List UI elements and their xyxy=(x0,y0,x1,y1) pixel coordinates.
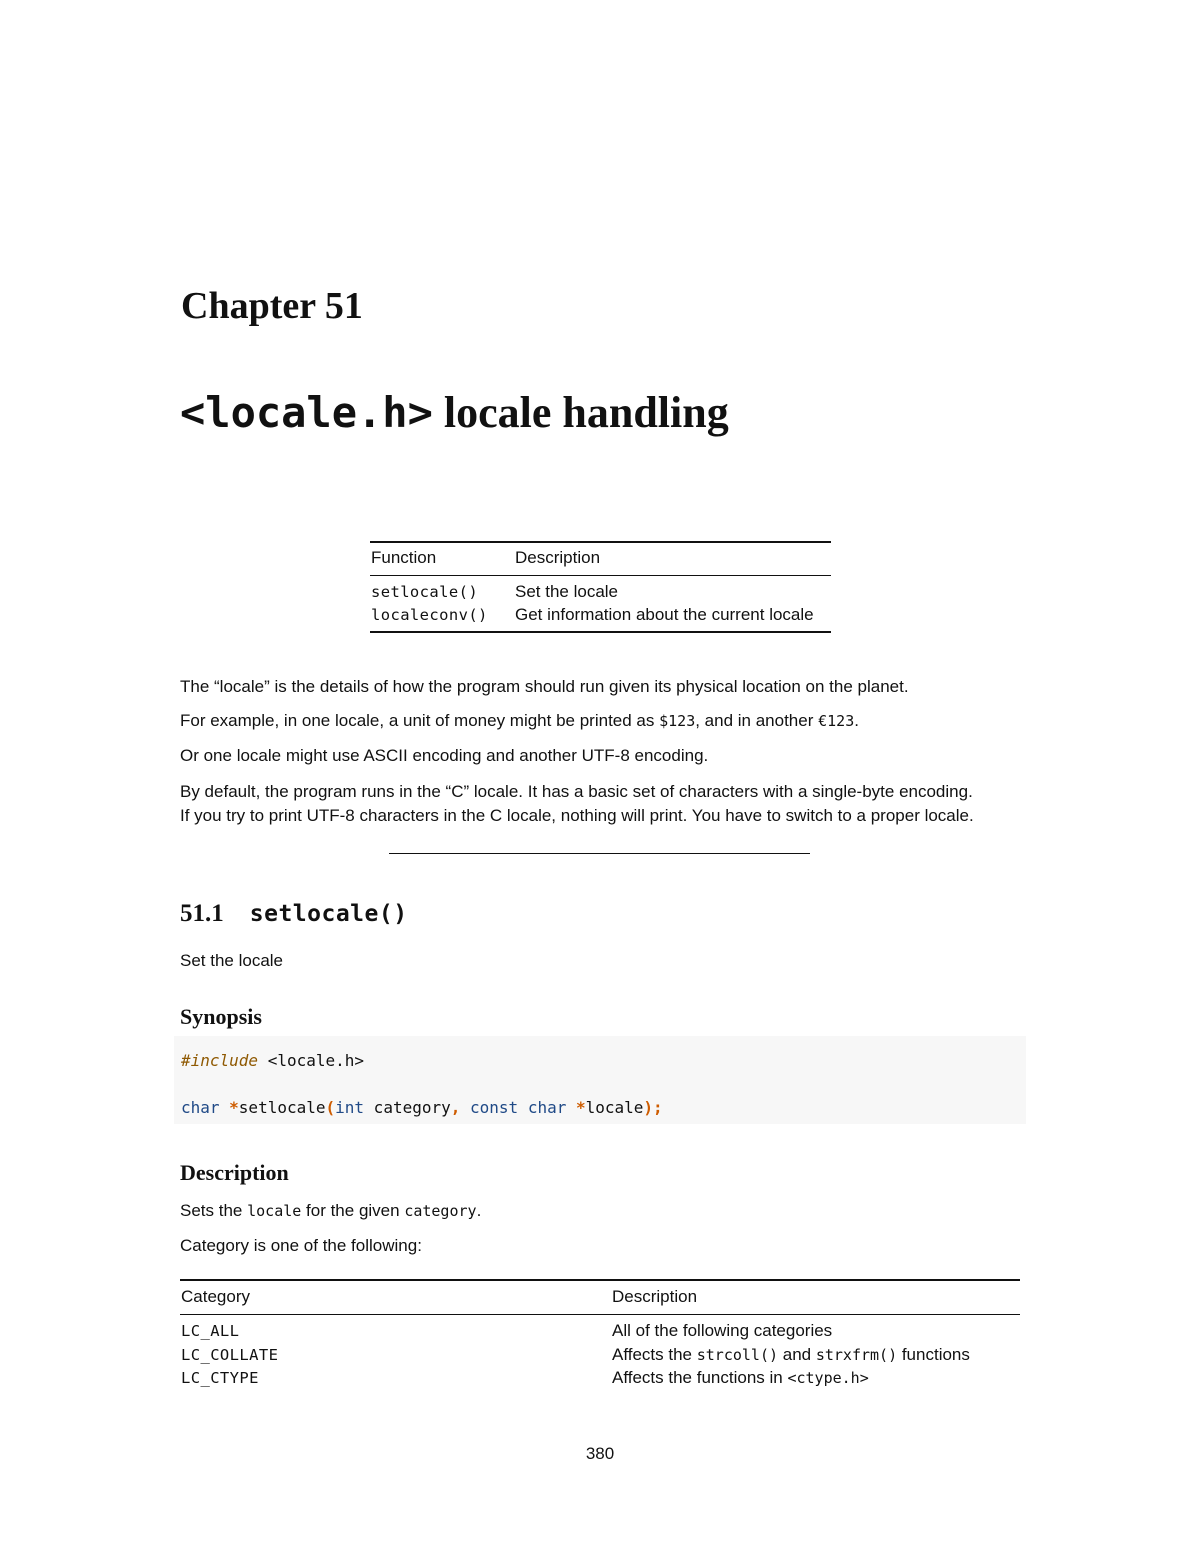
table-cell-category: LC_CTYPE xyxy=(181,1369,259,1387)
inline-code: $123 xyxy=(659,712,696,730)
table-cell-category: LC_ALL xyxy=(181,1322,240,1340)
text-span: functions xyxy=(897,1345,970,1364)
code-token: category xyxy=(364,1098,451,1117)
page-number: 380 xyxy=(585,1444,615,1463)
code-token: setlocale xyxy=(238,1098,326,1117)
section-function-name: setlocale() xyxy=(249,901,408,927)
code-line-prototype xyxy=(181,1097,663,1119)
code-token: ); xyxy=(643,1098,663,1117)
table-header-function: Function xyxy=(371,548,437,567)
table-cell-description xyxy=(612,1344,970,1366)
text-span: Affects the functions in xyxy=(612,1368,788,1387)
chapter-title-text: locale handling xyxy=(432,388,729,437)
code-token: char xyxy=(181,1098,220,1117)
code-token: int xyxy=(335,1098,365,1117)
table-cell-function: setlocale() xyxy=(371,583,479,601)
text-span: . xyxy=(854,711,859,730)
text-span: Affects the xyxy=(612,1345,697,1364)
section-separator xyxy=(389,853,810,854)
inline-code: strcoll() xyxy=(696,1346,779,1364)
intro-paragraph: The “locale” is the details of how the program should run given its physical location on the planet. xyxy=(180,677,909,696)
table-header-description: Description xyxy=(612,1287,698,1306)
text-span: Sets the xyxy=(180,1201,248,1220)
chapter-title-header: <locale.h> xyxy=(180,388,433,437)
table-header-rule xyxy=(370,575,831,576)
description-paragraph: Category is one of the following: xyxy=(180,1236,422,1255)
code-line-include xyxy=(181,1050,364,1072)
table-header-category: Category xyxy=(181,1287,250,1306)
code-token: ( xyxy=(325,1098,336,1117)
code-token: * xyxy=(219,1098,239,1117)
text-span: All of the following categories xyxy=(612,1321,833,1340)
inline-code: €123 xyxy=(818,712,855,730)
table-cell-function: localeconv() xyxy=(371,606,488,624)
intro-paragraph xyxy=(180,709,859,733)
text-span: and xyxy=(778,1345,816,1364)
text-span: , and in another xyxy=(695,711,819,730)
code-token: char xyxy=(518,1098,567,1117)
code-block xyxy=(174,1036,1026,1124)
text-span: for the given xyxy=(301,1201,405,1220)
description-paragraph xyxy=(180,1199,481,1223)
synopsis-heading: Synopsis xyxy=(180,1004,262,1029)
code-token: * xyxy=(566,1098,586,1117)
code-token: , xyxy=(450,1098,461,1117)
table-header-rule xyxy=(180,1314,1020,1315)
section-heading xyxy=(180,896,408,932)
inline-code: locale xyxy=(247,1202,302,1220)
table-cell-description: Get information about the current locale xyxy=(515,605,814,624)
table-cell-description: Set the locale xyxy=(515,582,619,601)
table-header-description: Description xyxy=(515,548,601,567)
table-top-rule xyxy=(370,541,831,543)
text-span: For example, in one locale, a unit of money might be printed as xyxy=(180,711,660,730)
intro-paragraph: Or one locale might use ASCII encoding and another UTF-8 encoding. xyxy=(180,746,709,765)
section-number: 51.1 xyxy=(180,900,224,927)
table-cell-description xyxy=(612,1367,869,1389)
table-cell-category: LC_COLLATE xyxy=(181,1346,279,1364)
text-span: . xyxy=(476,1201,482,1220)
description-heading: Description xyxy=(180,1160,289,1185)
code-token: #include xyxy=(181,1051,259,1070)
section-summary: Set the locale xyxy=(180,951,284,970)
inline-code: <ctype.h> xyxy=(787,1369,869,1387)
table-top-rule xyxy=(180,1279,1020,1281)
intro-paragraph: By default, the program runs in the “C” locale. It has a basic set of characters with a single-byte encoding. xyxy=(180,782,973,801)
inline-code: strxfrm() xyxy=(815,1346,898,1364)
table-bottom-rule xyxy=(370,631,831,633)
code-token: <locale.h> xyxy=(258,1051,365,1070)
intro-paragraph: If you try to print UTF-8 characters in the C locale, nothing will print. You have to switch to a proper locale. xyxy=(180,806,974,825)
chapter-label: Chapter 51 xyxy=(181,285,363,327)
table-cell-description xyxy=(612,1320,832,1342)
chapter-title xyxy=(180,386,729,440)
inline-code: category xyxy=(404,1202,477,1220)
code-token: locale xyxy=(585,1098,644,1117)
code-token: const xyxy=(460,1098,519,1117)
